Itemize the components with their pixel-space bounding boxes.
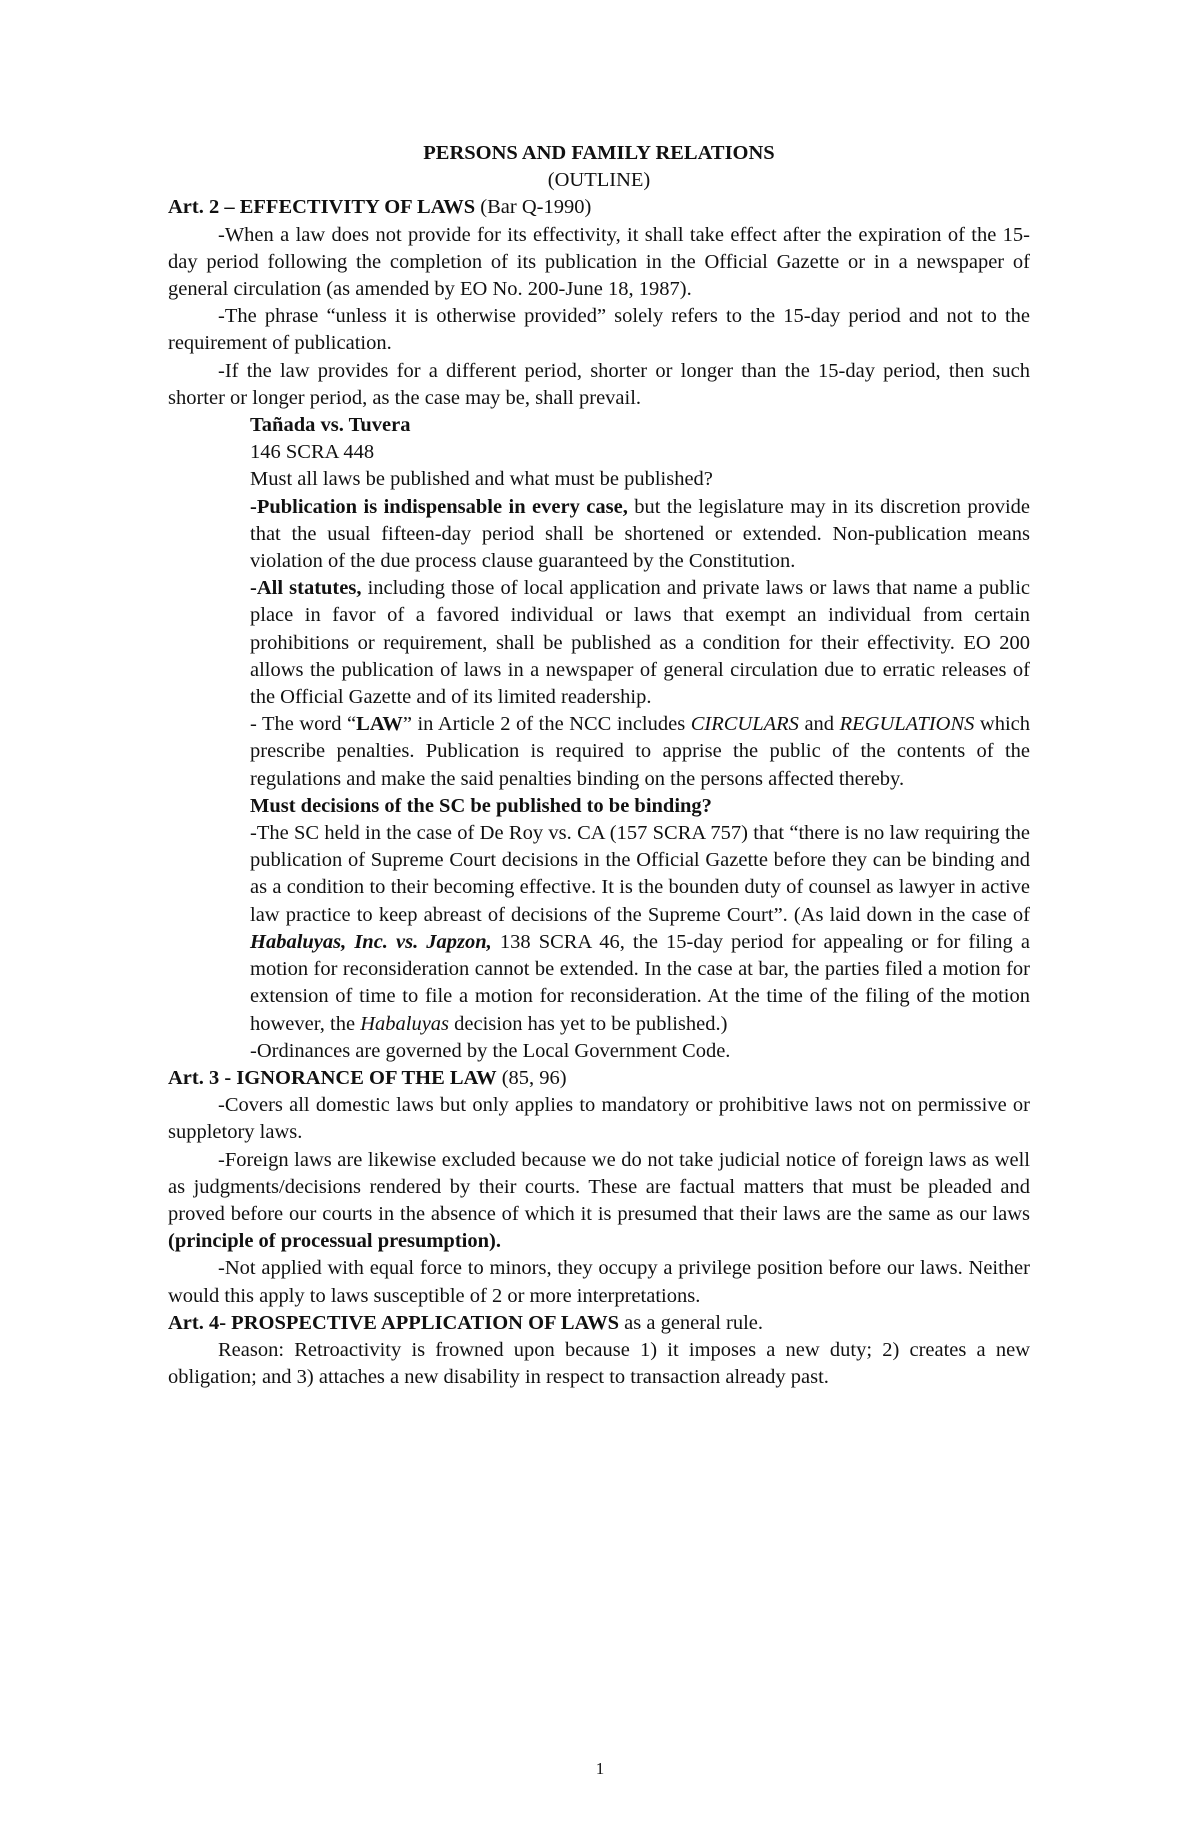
art4-heading [168, 1310, 1030, 1337]
p7-habaluyas: Habaluyas [360, 1012, 450, 1035]
art3-paragraph-3: -Not applied with equal force to minors, they occupy a privilege position before our laws. Neither would this apply to laws susceptible of 2 or more interpretations. [168, 1257, 1030, 1307]
art4-heading-bold: Art. 4- PROSPECTIVE APPLICATION OF LAWS [168, 1311, 620, 1334]
art2-paragraph-5-bold: -All statutes, [250, 577, 362, 600]
case-name [168, 412, 1030, 439]
art2-paragraph-2: -The phrase “unless it is otherwise provided” solely refers to the 15-day period and not to the requirement of publication. [168, 305, 1030, 355]
art2-paragraph-7 [168, 820, 1030, 1038]
art2-paragraph-3: -If the law provides for a different period, shorter or longer than the 15-day period, then such shorter or longer period, as the case may be, shall prevail. [168, 359, 1030, 409]
sc-question-text: Must decisions of the SC be published to be binding? [250, 794, 712, 817]
case-citation: 146 SCRA 448 [250, 441, 375, 464]
art2-paragraph-4-bold: -Publication is indispensable in every case, [250, 495, 628, 518]
p7-part-b: 138 SCRA 46, the 15-day period for appealing or for filing a motion for reconsideration cannot be extended. In the case at bar, the parties filed a motion for extension of time to file a motion for reconsideration. At the time of the filing of the motion however, the [250, 930, 1030, 1035]
art3-paragraph-2 [168, 1147, 1030, 1256]
art3-paragraph-2-text: -Foreign laws are likewise excluded because we do not take judicial notice of foreign laws as well as judgments/decisions rendered by their courts. These are factual matters that must be pleaded and proved before our courts in the absence of which it is presumed that their laws are the same as our laws [168, 1148, 1030, 1225]
p6-part-d: which prescribe penalties. Publication is required to apprise the public of the contents of the regulations and make the said penalties binding on the persons affected thereby. [250, 713, 1030, 790]
page-number: 1 [595, 1759, 605, 1778]
p7-part-a: -The SC held in the case of De Roy vs. CA (157 SCRA 757) that “there is no law requiring the publication of Supreme Court decisions in the Official Gazette before they can be binding and as a condition to their becoming effective. It is the bounden duty of counsel as lawyer in active law practice to keep abreast of decisions of the Supreme Court”. (As laid down in the case of [250, 822, 1030, 926]
case-name-text: Tañada vs. Tuvera [250, 414, 411, 437]
art2-heading-bold: Art. 2 – EFFECTIVITY OF LAWS [168, 196, 476, 219]
art2-paragraph-5 [168, 575, 1030, 711]
art3-paragraph-2-bold: (principle of processual presumption). [168, 1230, 501, 1253]
art3-heading-bold: Art. 3 - IGNORANCE OF THE LAW [168, 1066, 497, 1089]
p6-part-b: ” in Article 2 of the NCC includes [402, 713, 691, 736]
case-question: Must all laws be published and what must be published? [250, 468, 713, 491]
art4-paragraph-1: Reason: Retroactivity is frowned upon because 1) it imposes a new duty; 2) creates a new obligation; and 3) attaches a new disability in respect to transaction already past. [168, 1338, 1030, 1389]
art3-heading [168, 1065, 1030, 1092]
document-title: PERSONS AND FAMILY RELATIONS [423, 142, 775, 164]
p6-law: LAW [356, 713, 403, 736]
p7-case: Habaluyas, Inc. vs. Japzon, [250, 930, 492, 953]
p6-part-c: and [798, 713, 840, 736]
art2-heading [168, 194, 1030, 221]
art2-paragraph-1: -When a law does not provide for its effectivity, it shall take effect after the expiration of the 15-day period following the completion of its publication in the Official Gazette or in a newspaper of general circulation (as amended by EO No. 200-June 18, 1987). [168, 223, 1030, 301]
p6-regulations: REGULATIONS [839, 713, 975, 736]
art2-heading-rest: (Bar Q-1990) [475, 196, 592, 219]
art2-paragraph-4 [168, 494, 1030, 576]
art2-paragraph-4-rest: but the legislature may in its discretion provide that the usual fifteen-day period shall be shortened or extended. Non-publication means violation of the due process clause guaranteed by the Constitution. [250, 495, 1030, 573]
art4-heading-rest: as a general rule. [619, 1311, 764, 1334]
art3-paragraph-1: -Covers all domestic laws but only applies to mandatory or prohibitive laws not on permissive or suppletory laws. [168, 1094, 1030, 1144]
p6-part-a: - The word “ [250, 713, 357, 736]
art2-paragraph-5-rest: including those of local application and private laws or laws that name a public place in favor of a favored individual or laws that exempt an individual from certain prohibitions or requirement, shall be published as a condition for their effectivity. EO 200 allows the publication of laws in a newspaper of general circulation due to erratic releases of the Official Gazette and of its limited readership. [250, 577, 1030, 709]
art2-paragraph-6 [168, 711, 1030, 793]
p7-part-c: decision has yet to be published.) [449, 1012, 728, 1035]
document-body [168, 140, 1030, 1391]
art3-heading-rest: (85, 96) [496, 1066, 567, 1089]
sc-question [168, 793, 1030, 820]
document-subtitle: (OUTLINE) [547, 169, 651, 192]
p6-circulars: CIRCULARS [690, 713, 799, 736]
art2-paragraph-8: -Ordinances are governed by the Local Government Code. [250, 1039, 731, 1062]
